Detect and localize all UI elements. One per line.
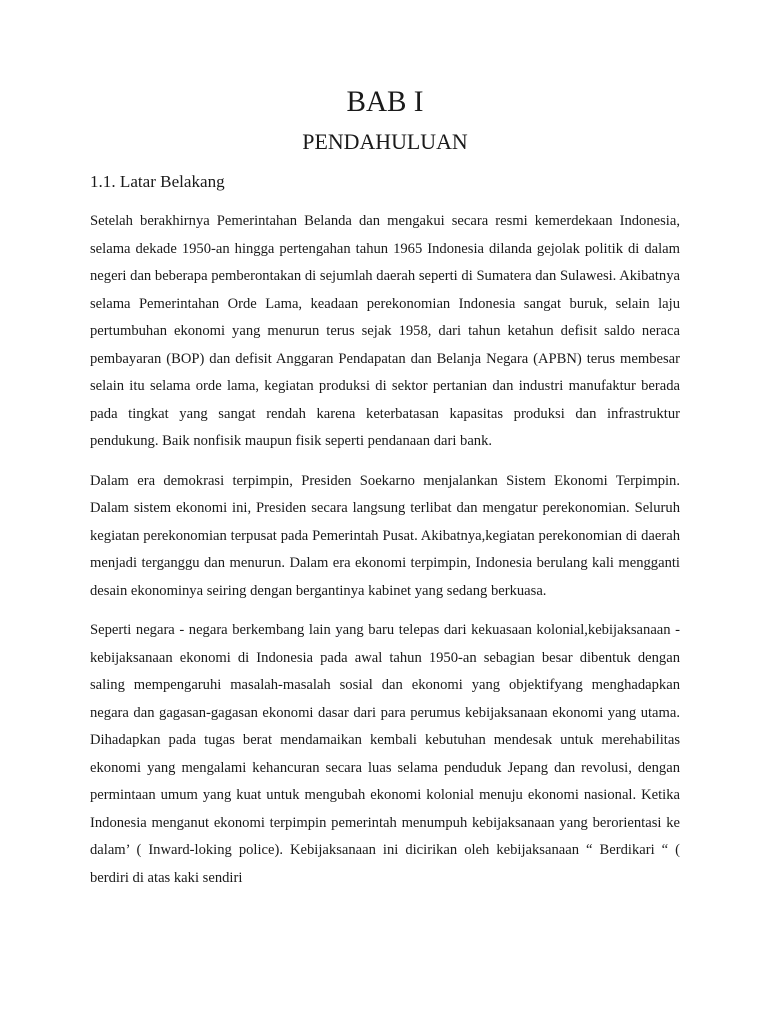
section-heading: 1.1. Latar Belakang [90, 172, 225, 191]
paragraph-1: Setelah berakhirnya Pemerintahan Belanda dan mengakui secara resmi kemerdekaan Indonesia, selama dekade 1950-an hingga pertengahan tahun 1965 Indonesia dilanda gejolak politik di dalam negeri dan beberapa pemberontakan di sejumlah daerah seperti di Sumatera dan Sulawesi. Akibatnya selama Pemerintahan Orde Lama, keadaan perekonomian Indonesia sangat buruk, selain laju pertumbuhan ekonomi yang menurun terus sejak 1958, dari tahun ketahun defisit saldo neraca pembayaran (BOP) dan defisit Anggaran Pendapatan dan Belanja Negara (APBN) terus membesar selain itu selama orde lama, kegiatan produksi di sektor pertanian dan industri manufaktur berada pada tingkat yang sangat rendah karena keterbatasan kapasitas produksi dan infrastruktur pendukung. Baik nonfisik maupun fisik seperti pendanaan dari bank. [90, 213, 680, 449]
chapter-number: BAB I [346, 86, 424, 118]
chapter-title: PENDAHULUAN [302, 129, 468, 154]
document-body [90, 88, 680, 892]
paragraph-3: Seperti negara - negara berkembang lain yang baru telepas dari kekuasaan kolonial,kebijaksanaan - kebijaksanaan ekonomi di Indonesia pada awal tahun 1950-an sebagian besar dibentuk dengan saling mempengaruhi masalah-masalah sosial dan ekonomi yang objektifyang menghadapkan negara dan gagasan-gagasan ekonomi dasar dari para perumus kebijaksanaan ekonomi yang utama. Dihadapkan pada tugas berat mendamaikan kembali kebutuhan mendesak untuk merehabilitas ekonomi yang mengalami kehancuran secara luas selama penduduk Jepang dan revolusi, dengan permintaan umum yang kuat untuk mengubah ekonomi kolonial menuju ekonomi nasional. Ketika Indonesia menganut ekonomi terpimpin pemerintah menumpuh kebijaksanaan yang berorientasi ke dalam’ ( Inward-loking police). Kebijaksanaan ini dicirikan oleh kebijaksanaan “ Berdikari “ ( berdiri di atas kaki sendiri [90, 622, 680, 886]
paragraph-2: Dalam era demokrasi terpimpin, Presiden Soekarno menjalankan Sistem Ekonomi Terpimpin. Dalam sistem ekonomi ini, Presiden secara langsung terlibat dan mengatur perekonomian. Seluruh kegiatan perekonomian terpusat pada Pemerintah Pusat. Akibatnya,kegiatan perekonomian di daerah menjadi terganggu dan menurun. Dalam era ekonomi terpimpin, Indonesia berulang kali mengganti desain ekonominya seiring dengan bergantinya kabinet yang sedang berkuasa. [90, 472, 680, 599]
